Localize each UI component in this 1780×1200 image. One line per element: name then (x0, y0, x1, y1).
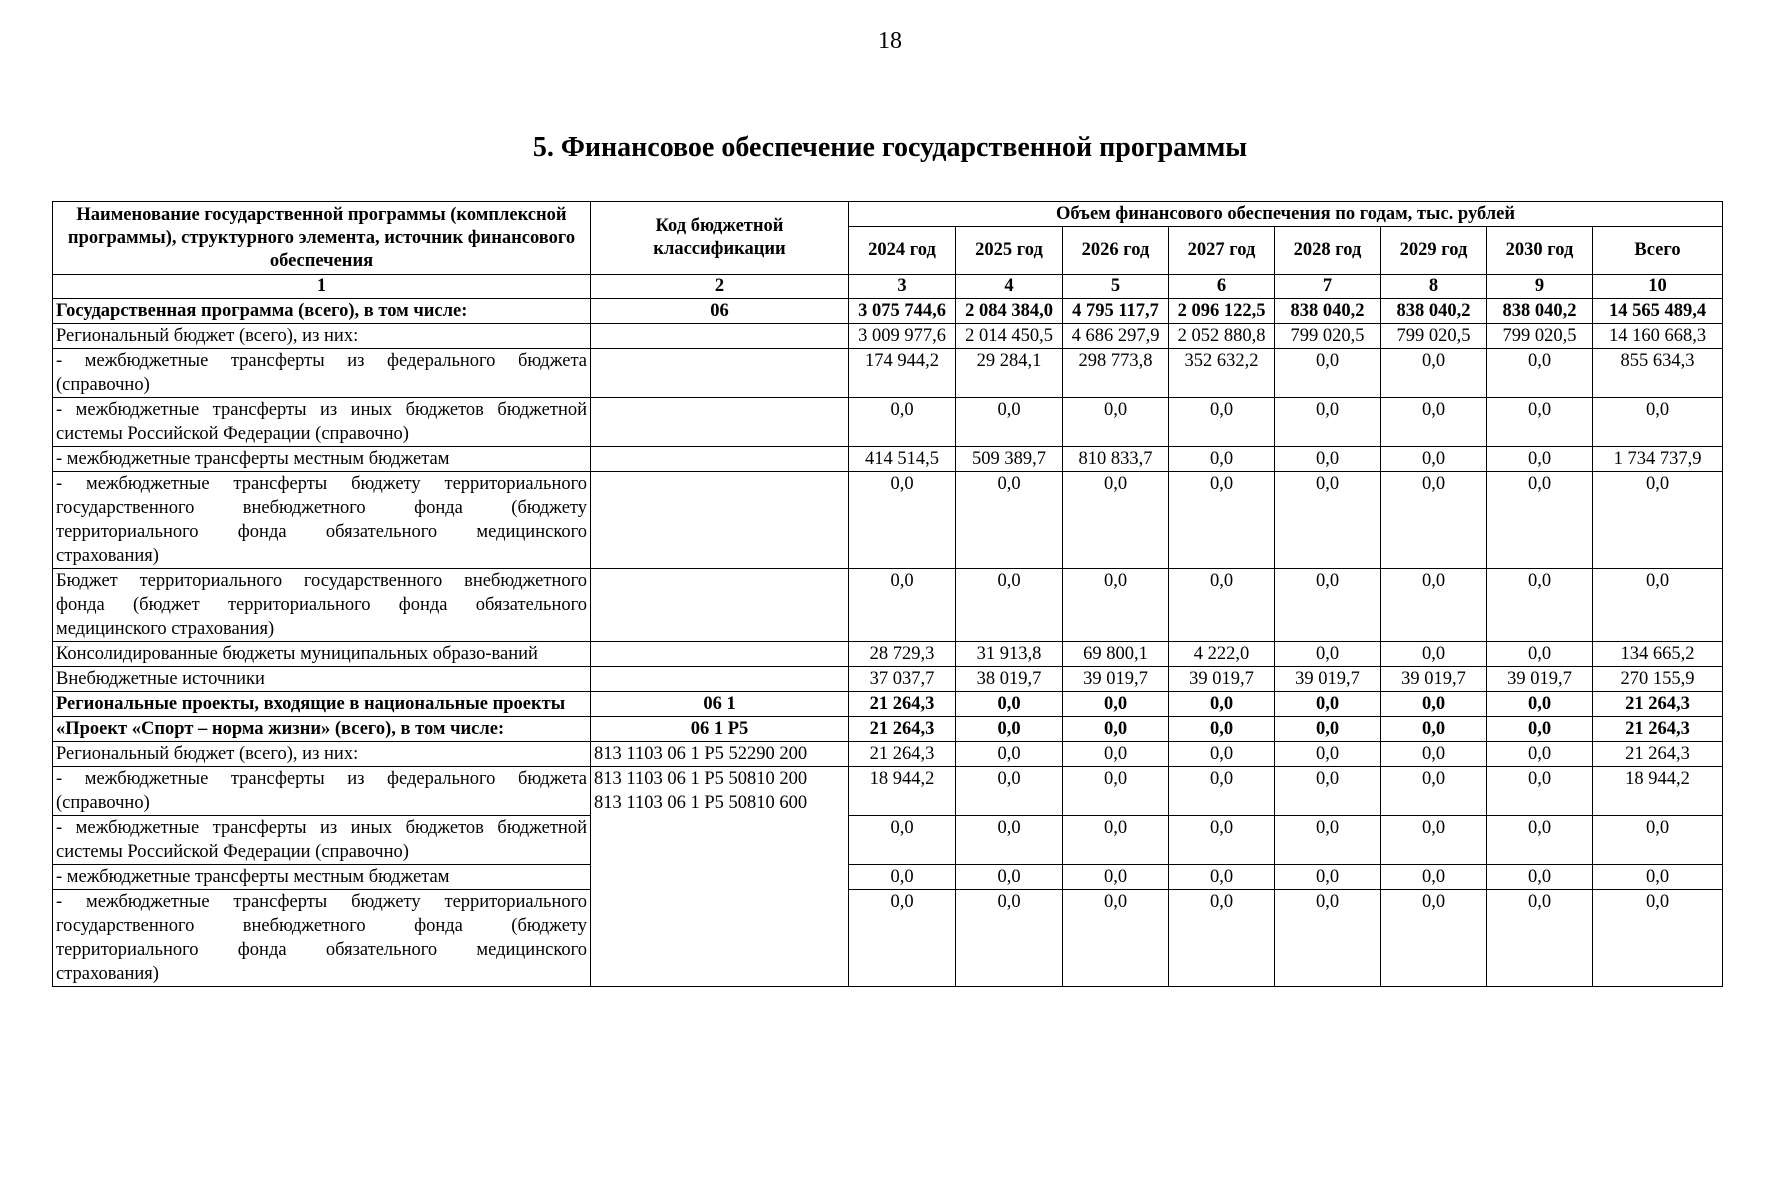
row-budget-code (591, 767, 849, 816)
row-name: Государственная программа (всего), в том числе: (53, 299, 591, 324)
row-year-value: 0,0 (1169, 890, 1275, 987)
row-name: Бюджет территориального государственного внебюджетного фонда (бюджет территориального фонда обязательного медицинского страхования) (53, 569, 591, 642)
row-year-value: 0,0 (956, 816, 1063, 865)
row-year-value: 0,0 (1063, 890, 1169, 987)
row-year-value: 3 009 977,6 (849, 324, 956, 349)
row-year-value: 4 686 297,9 (1063, 324, 1169, 349)
row-year-value: 69 800,1 (1063, 642, 1169, 667)
row-name: Консолидированные бюджеты муниципальных образо-ваний (53, 642, 591, 667)
row-budget-code (591, 642, 849, 667)
row-year-value: 0,0 (1063, 742, 1169, 767)
row-name: - межбюджетные трансферты бюджету территориального государственного внебюджетного фонда (бюджету территориального фонда обязательного медицинского страхования) (53, 890, 591, 987)
row-year-value: 39 019,7 (1487, 667, 1593, 692)
page-number: 18 (878, 28, 902, 54)
row-year-value: 838 040,2 (1381, 299, 1487, 324)
budget-code-line: 813 1103 06 1 Р5 50810 600 (594, 793, 808, 813)
row-total-value: 0,0 (1593, 816, 1723, 865)
row-year-value: 0,0 (1275, 890, 1381, 987)
row-total-value: 18 944,2 (1593, 767, 1723, 816)
header-year: 2028 год (1275, 227, 1381, 275)
financing-table (52, 201, 1723, 987)
header-year: 2025 год (956, 227, 1063, 275)
row-budget-code (591, 742, 849, 767)
row-year-value: 0,0 (1169, 865, 1275, 890)
row-year-value: 31 913,8 (956, 642, 1063, 667)
table-row (53, 299, 1723, 324)
row-year-value: 4 795 117,7 (1063, 299, 1169, 324)
column-number: 3 (849, 275, 956, 299)
row-name: - межбюджетные трансферты местным бюджетам (53, 447, 591, 472)
row-budget-code (591, 324, 849, 349)
table-row (53, 472, 1723, 569)
table-row (53, 642, 1723, 667)
row-year-value: 0,0 (956, 890, 1063, 987)
row-year-value: 37 037,7 (849, 667, 956, 692)
row-year-value: 0,0 (956, 865, 1063, 890)
row-total-value: 270 155,9 (1593, 667, 1723, 692)
row-total-value: 855 634,3 (1593, 349, 1723, 398)
row-year-value: 0,0 (1381, 717, 1487, 742)
row-year-value: 0,0 (1063, 816, 1169, 865)
row-year-value: 0,0 (1381, 742, 1487, 767)
column-number: 5 (1063, 275, 1169, 299)
row-total-value: 0,0 (1593, 398, 1723, 447)
row-year-value: 0,0 (1487, 865, 1593, 890)
row-year-value: 29 284,1 (956, 349, 1063, 398)
row-name: Региональные проекты, входящие в национальные проекты (53, 692, 591, 717)
row-total-value: 134 665,2 (1593, 642, 1723, 667)
row-year-value: 298 773,8 (1063, 349, 1169, 398)
header-year: 2029 год (1381, 227, 1487, 275)
row-year-value: 0,0 (1487, 472, 1593, 569)
budget-code-line: 06 1 (703, 694, 736, 714)
row-year-value: 0,0 (1487, 349, 1593, 398)
row-year-value: 0,0 (1381, 447, 1487, 472)
row-year-value: 4 222,0 (1169, 642, 1275, 667)
row-year-value: 0,0 (1063, 398, 1169, 447)
table-row (53, 767, 1723, 816)
row-year-value: 838 040,2 (1275, 299, 1381, 324)
table-row (53, 447, 1723, 472)
row-year-value: 0,0 (1381, 472, 1487, 569)
row-year-value: 0,0 (1063, 472, 1169, 569)
row-year-value: 2 052 880,8 (1169, 324, 1275, 349)
row-year-value: 0,0 (1487, 642, 1593, 667)
header-total: Всего (1593, 227, 1723, 275)
row-year-value: 38 019,7 (956, 667, 1063, 692)
row-year-value: 0,0 (1381, 816, 1487, 865)
row-total-value: 14 565 489,4 (1593, 299, 1723, 324)
table-row (53, 816, 1723, 865)
row-year-value: 3 075 744,6 (849, 299, 956, 324)
row-year-value: 0,0 (1487, 890, 1593, 987)
row-year-value: 39 019,7 (1275, 667, 1381, 692)
row-total-value: 0,0 (1593, 472, 1723, 569)
budget-code-line: 813 1103 06 1 Р5 52290 200 (594, 744, 808, 764)
row-year-value: 0,0 (1169, 569, 1275, 642)
column-number: 7 (1275, 275, 1381, 299)
table-row (53, 742, 1723, 767)
row-year-value: 0,0 (849, 816, 956, 865)
row-total-value: 0,0 (1593, 865, 1723, 890)
row-year-value: 21 264,3 (849, 742, 956, 767)
row-budget-code (591, 349, 849, 398)
row-name: Региональный бюджет (всего), из них: (53, 742, 591, 767)
row-year-value: 0,0 (849, 865, 956, 890)
row-name: Внебюджетные источники (53, 667, 591, 692)
row-year-value: 174 944,2 (849, 349, 956, 398)
table-row (53, 569, 1723, 642)
row-budget-code (591, 816, 849, 865)
row-year-value: 0,0 (1381, 865, 1487, 890)
row-total-value: 0,0 (1593, 569, 1723, 642)
row-year-value: 0,0 (1381, 767, 1487, 816)
row-year-value: 0,0 (1275, 742, 1381, 767)
header-year: 2030 год (1487, 227, 1593, 275)
header-name: Наименование государственной программы (комплексной программы), структурного элемента, источник финансового обеспечения (53, 202, 591, 275)
header-code: Код бюджетной классификации (591, 202, 849, 275)
row-year-value: 0,0 (956, 472, 1063, 569)
row-year-value: 509 389,7 (956, 447, 1063, 472)
header-year: 2024 год (849, 227, 956, 275)
row-year-value: 28 729,3 (849, 642, 956, 667)
row-year-value: 2 014 450,5 (956, 324, 1063, 349)
row-year-value: 39 019,7 (1169, 667, 1275, 692)
row-total-value: 0,0 (1593, 890, 1723, 987)
row-budget-code (591, 569, 849, 642)
row-year-value: 0,0 (1275, 569, 1381, 642)
row-year-value: 0,0 (1381, 890, 1487, 987)
row-year-value: 0,0 (956, 742, 1063, 767)
row-year-value: 39 019,7 (1381, 667, 1487, 692)
table-row (53, 692, 1723, 717)
table-body (53, 299, 1723, 987)
row-name: - межбюджетные трансферты бюджету территориального государственного внебюджетного фонда (бюджету территориального фонда обязательного медицинского страхования) (53, 472, 591, 569)
row-name: Региональный бюджет (всего), из них: (53, 324, 591, 349)
row-budget-code (591, 472, 849, 569)
header-year: 2026 год (1063, 227, 1169, 275)
row-year-value: 810 833,7 (1063, 447, 1169, 472)
table-row (53, 667, 1723, 692)
row-year-value: 0,0 (1169, 447, 1275, 472)
table-row (53, 324, 1723, 349)
row-total-value: 21 264,3 (1593, 692, 1723, 717)
row-year-value: 0,0 (1275, 349, 1381, 398)
column-number: 9 (1487, 275, 1593, 299)
column-number: 8 (1381, 275, 1487, 299)
column-number: 4 (956, 275, 1063, 299)
row-year-value: 799 020,5 (1275, 324, 1381, 349)
row-year-value: 21 264,3 (849, 717, 956, 742)
row-year-value: 0,0 (1063, 865, 1169, 890)
row-year-value: 0,0 (1487, 767, 1593, 816)
row-year-value: 0,0 (956, 569, 1063, 642)
row-name: - межбюджетные трансферты из иных бюджетов бюджетной системы Российской Федерации (справочно) (53, 816, 591, 865)
row-total-value: 1 734 737,9 (1593, 447, 1723, 472)
row-year-value: 0,0 (1169, 767, 1275, 816)
row-year-value: 414 514,5 (849, 447, 956, 472)
row-budget-code (591, 447, 849, 472)
row-name: - межбюджетные трансферты местным бюджетам (53, 865, 591, 890)
row-year-value: 0,0 (1275, 472, 1381, 569)
row-year-value: 0,0 (1275, 816, 1381, 865)
row-year-value: 0,0 (1063, 569, 1169, 642)
row-year-value: 0,0 (1487, 398, 1593, 447)
row-total-value: 21 264,3 (1593, 717, 1723, 742)
row-year-value: 0,0 (849, 472, 956, 569)
row-year-value: 838 040,2 (1487, 299, 1593, 324)
document-title: 5. Финансовое обеспечение государственной программы (532, 132, 1248, 163)
row-year-value: 0,0 (1169, 717, 1275, 742)
row-year-value: 0,0 (1169, 742, 1275, 767)
row-year-value: 799 020,5 (1487, 324, 1593, 349)
row-year-value: 0,0 (1169, 816, 1275, 865)
row-year-value: 39 019,7 (1063, 667, 1169, 692)
row-year-value: 0,0 (1381, 398, 1487, 447)
row-year-value: 2 096 122,5 (1169, 299, 1275, 324)
row-year-value: 0,0 (1487, 447, 1593, 472)
row-year-value: 0,0 (1275, 865, 1381, 890)
table-header (53, 202, 1723, 299)
row-year-value: 799 020,5 (1381, 324, 1487, 349)
row-name: - межбюджетные трансферты из федерального бюджета (справочно) (53, 767, 591, 816)
column-number: 6 (1169, 275, 1275, 299)
row-year-value: 0,0 (1169, 472, 1275, 569)
row-year-value: 0,0 (1063, 692, 1169, 717)
row-year-value: 0,0 (1275, 398, 1381, 447)
row-budget-code (591, 299, 849, 324)
row-year-value: 0,0 (1275, 717, 1381, 742)
row-year-value: 0,0 (1381, 349, 1487, 398)
row-year-value: 0,0 (1169, 692, 1275, 717)
row-year-value: 0,0 (849, 569, 956, 642)
row-year-value: 0,0 (849, 398, 956, 447)
row-year-value: 0,0 (1487, 742, 1593, 767)
row-budget-code (591, 398, 849, 447)
row-name: «Проект «Спорт – норма жизни» (всего), в том числе: (53, 717, 591, 742)
row-budget-code (591, 717, 849, 742)
row-year-value: 0,0 (849, 890, 956, 987)
row-year-value: 0,0 (956, 767, 1063, 816)
row-name: - межбюджетные трансферты из федерального бюджета (справочно) (53, 349, 591, 398)
row-year-value: 0,0 (1275, 692, 1381, 717)
budget-code-line: 06 (710, 301, 729, 321)
row-name: - межбюджетные трансферты из иных бюджетов бюджетной системы Российской Федерации (справочно) (53, 398, 591, 447)
column-number: 1 (53, 275, 591, 299)
column-number: 10 (1593, 275, 1723, 299)
table-row (53, 717, 1723, 742)
row-budget-code (591, 890, 849, 987)
row-year-value: 0,0 (1063, 767, 1169, 816)
row-year-value: 0,0 (1275, 767, 1381, 816)
row-year-value: 352 632,2 (1169, 349, 1275, 398)
row-year-value: 0,0 (1487, 569, 1593, 642)
row-year-value: 18 944,2 (849, 767, 956, 816)
row-year-value: 2 084 384,0 (956, 299, 1063, 324)
row-year-value: 0,0 (1169, 398, 1275, 447)
row-year-value: 0,0 (956, 717, 1063, 742)
row-year-value: 0,0 (1381, 692, 1487, 717)
row-year-value: 0,0 (1275, 642, 1381, 667)
row-budget-code (591, 692, 849, 717)
row-year-value: 0,0 (1487, 692, 1593, 717)
budget-code-line: 813 1103 06 1 Р5 50810 200 (594, 769, 808, 789)
header-year: 2027 год (1169, 227, 1275, 275)
table-row (53, 890, 1723, 987)
row-year-value: 0,0 (1487, 717, 1593, 742)
row-year-value: 0,0 (1381, 569, 1487, 642)
row-year-value: 0,0 (1275, 447, 1381, 472)
row-year-value: 0,0 (956, 398, 1063, 447)
row-year-value: 21 264,3 (849, 692, 956, 717)
column-number: 2 (591, 275, 849, 299)
row-year-value: 0,0 (956, 692, 1063, 717)
budget-code-line: 06 1 Р5 (690, 719, 749, 739)
table-row (53, 398, 1723, 447)
row-budget-code (591, 667, 849, 692)
row-year-value: 0,0 (1381, 642, 1487, 667)
row-total-value: 14 160 668,3 (1593, 324, 1723, 349)
row-total-value: 21 264,3 (1593, 742, 1723, 767)
row-budget-code (591, 865, 849, 890)
header-volume-group: Объем финансового обеспечения по годам, тыс. рублей (849, 202, 1723, 227)
row-year-value: 0,0 (1063, 717, 1169, 742)
table-row (53, 865, 1723, 890)
table-row (53, 349, 1723, 398)
row-year-value: 0,0 (1487, 816, 1593, 865)
